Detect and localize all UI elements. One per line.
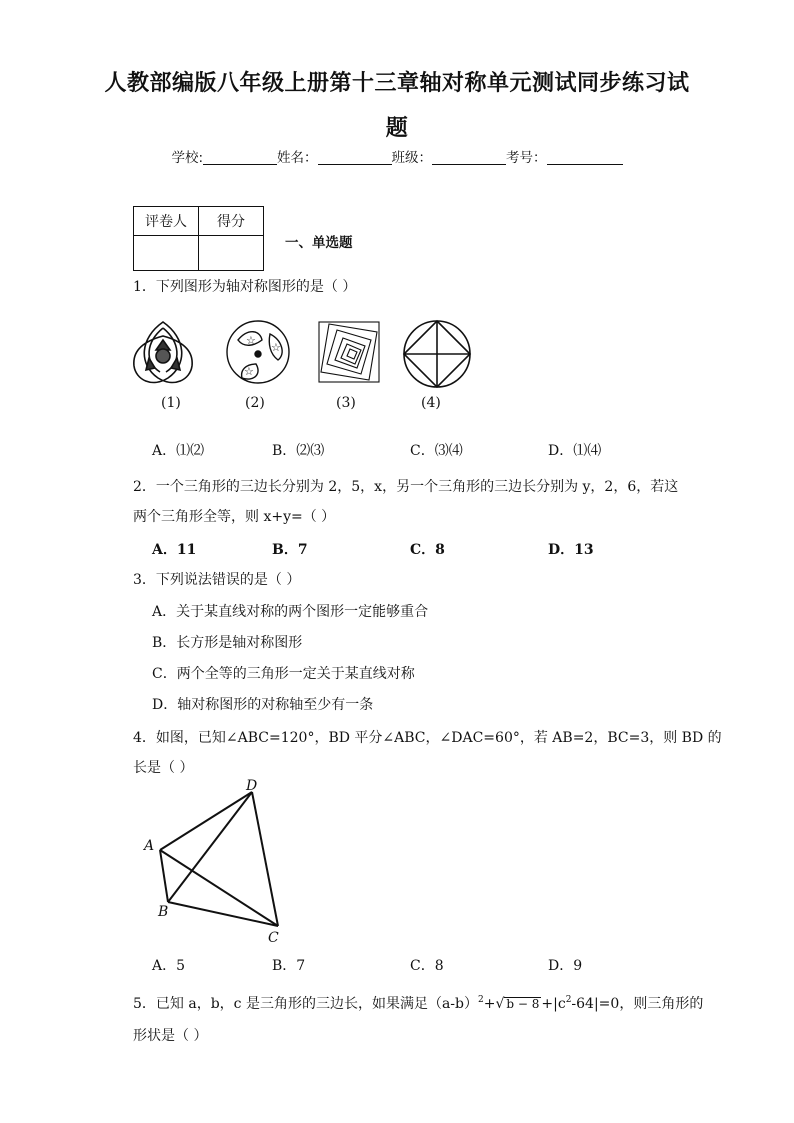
q1-option-b[interactable]: B．⑵⑶ (272, 443, 325, 459)
q3-option-c[interactable]: C．两个全等的三角形一定关于某直线对称 (152, 666, 415, 682)
label-d: D (246, 778, 258, 794)
q1-option-d[interactable]: D．⑴⑷ (548, 443, 602, 459)
question-1-figures (130, 318, 490, 390)
q3-option-d[interactable]: D．轴对称图形的对称轴至少有一条 (152, 697, 374, 713)
svg-text:☆: ☆ (246, 334, 256, 347)
score-table (133, 206, 264, 271)
q3-option-b[interactable]: B．长方形是轴对称图形 (152, 635, 303, 651)
q5-text-part1: 5．已知 a，b，c 是三角形的三边长，如果满足（a-b） (133, 996, 478, 1012)
name-label: 姓名： (277, 150, 318, 166)
question-2-stem-continued: 两个三角形全等，则 x+y=（ ） (133, 509, 336, 525)
name-blank[interactable] (318, 150, 392, 165)
figure-1-caption: (1) (161, 395, 181, 411)
figure-3-caption: (3) (336, 395, 356, 411)
school-label: 学校: (171, 150, 204, 166)
segment-ad (160, 792, 252, 850)
q5-sqrt-radicand: b − 8 (506, 997, 540, 1011)
grader-cell[interactable] (134, 236, 199, 271)
q2-option-a[interactable]: A．11 (152, 542, 197, 558)
section-heading: 一、单选题 (285, 235, 353, 251)
segment-ab (160, 850, 168, 902)
svg-text:☆: ☆ (244, 365, 254, 378)
question-4-geometry-figure (138, 778, 298, 950)
class-blank[interactable] (432, 150, 506, 165)
q2-option-d[interactable]: D．13 (548, 542, 594, 558)
segment-dc (252, 792, 278, 926)
figure-2-caption: (2) (245, 395, 265, 411)
q5-text-part2: + (483, 996, 496, 1012)
figure-4-circle-square (404, 321, 470, 387)
score-cell[interactable] (199, 236, 264, 271)
exam-number-blank[interactable] (547, 150, 623, 165)
q2-option-b[interactable]: B．7 (272, 542, 308, 558)
q4-option-b[interactable]: B．7 (272, 958, 306, 974)
question-5-stem (133, 990, 703, 1014)
q1-option-c[interactable]: C．⑶⑷ (410, 443, 463, 459)
question-1-stem: 1．下列图形为轴对称图形的是（ ） (133, 279, 357, 295)
grader-header: 评卷人 (134, 207, 199, 236)
page-title: 人教部编版八年级上册第十三章轴对称单元测试同步练习试 (104, 71, 690, 96)
question-4-stem: 4．如图，已知∠ABC=120°，BD 平分∠ABC，∠DAC=60°，若 AB=2，BC=3，则 BD 的 (133, 730, 722, 746)
label-a: A (144, 838, 155, 854)
q5-sqrt-symbol: √ (495, 996, 505, 1012)
q4-option-d[interactable]: D．9 (548, 958, 583, 974)
q5-text-part3: +|c (541, 996, 566, 1012)
question-4-stem-continued: 长是（ ） (133, 760, 194, 776)
q1-option-a[interactable]: A．⑴⑵ (152, 443, 205, 459)
label-c: C (268, 930, 279, 946)
q4-option-a[interactable]: A．5 (152, 958, 186, 974)
student-info-line (0, 146, 794, 166)
figure-2-stars-circle (227, 321, 289, 383)
q3-option-a[interactable]: A．关于某直线对称的两个图形一定能够重合 (152, 604, 429, 620)
q5-exponent: 2 (478, 995, 484, 1005)
question-2-stem: 2．一个三角形的三边长分别为 2，5，x，另一个三角形的三边长分别为 y，2，6，若这 (133, 479, 679, 495)
exam-number-label: 考号： (506, 150, 547, 166)
q5-text-part4: -64|=0，则三角形的 (571, 996, 704, 1012)
svg-text:☆: ☆ (271, 341, 281, 354)
question-5-stem-continued: 形状是（ ） (133, 1028, 208, 1044)
figure-3-spiral-squares (319, 322, 379, 382)
segment-bc (168, 902, 278, 926)
score-header: 得分 (199, 207, 264, 236)
q4-option-c[interactable]: C．8 (410, 958, 444, 974)
figure-1-triquetra (134, 322, 192, 382)
figure-4-caption: (4) (421, 395, 441, 411)
question-3-stem: 3．下列说法错误的是（ ） (133, 572, 301, 588)
label-b: B (158, 904, 169, 920)
class-label: 班级： (391, 150, 433, 166)
page-title-continued: 题 (385, 116, 409, 141)
school-blank[interactable] (203, 150, 277, 165)
q5-exponent-2: 2 (565, 995, 572, 1005)
q2-option-c[interactable]: C．8 (410, 542, 445, 558)
segment-bd (168, 792, 252, 902)
